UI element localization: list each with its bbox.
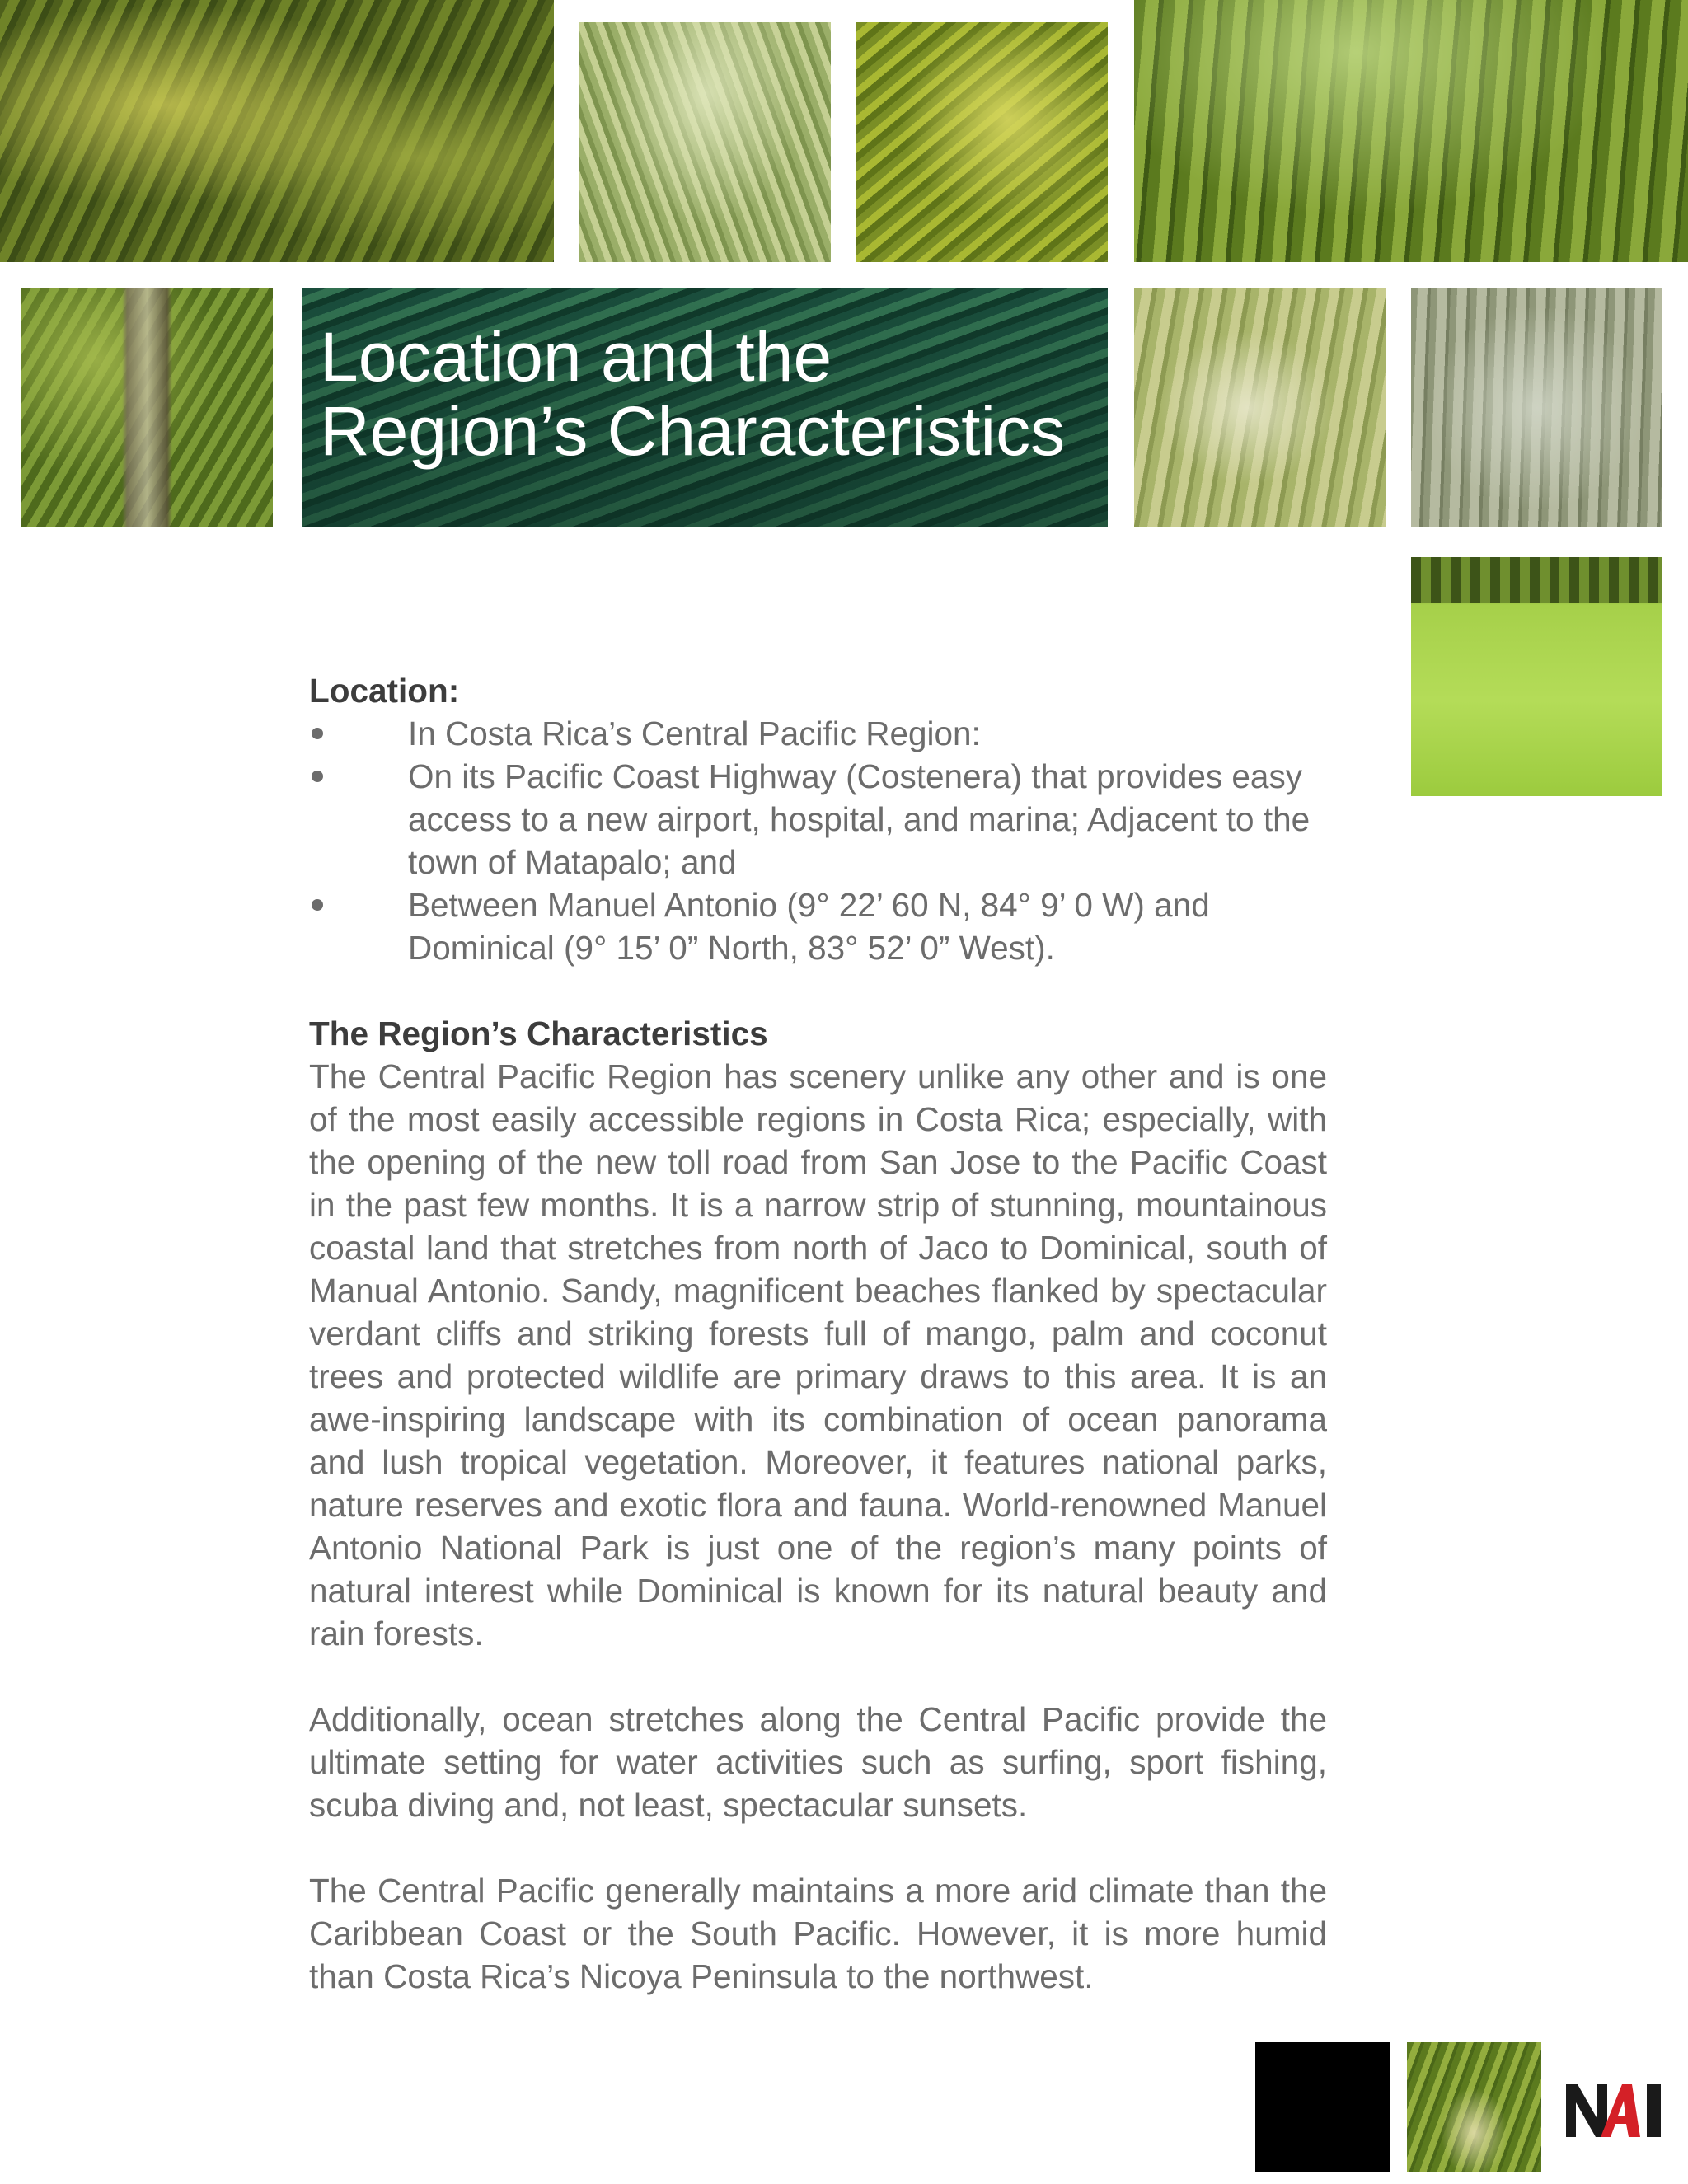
photo-forest-road — [1134, 288, 1386, 527]
paragraph: The Central Pacific Region has scenery unlike any other and is one of the most easily accessible regions in Costa Rica; especially, with the opening of the new toll road from San Jose to the Pacific Coast in the past few months. It is a narrow strip of stunning, mountainous coastal land that stretches from north of Jaco to Dominical, south of Manual Antonio. Sandy, magnificent beaches flanked by spectacular verdant cliffs and striking forests full of mango, palm and coconut trees and protected wildlife are primary draws to this area. It is an awe-inspiring landscape with its combination of ocean panorama and lush tropical vegetation. Moreover, it features national parks, nature reserves and exotic flora and fauna. World-renowned Manuel Antonio National Park is just one of the region’s many points of natural interest while Dominical is known for its natural beauty and rain forests. — [309, 1057, 1327, 1652]
location-list — [309, 712, 1327, 969]
paragraph: The Central Pacific generally maintains a more arid climate than the Caribbean Coast or the South Pacific. However, it is more humid than Costa Rica’s Nicoya Peninsula to the northwest. — [309, 1872, 1327, 1995]
characteristics-heading: The Region’s Characteristics — [309, 1015, 768, 1052]
logo-letter-i — [1647, 2084, 1661, 2137]
list-item: On its Pacific Coast Highway (Costenera) that provides easy access to a new airport, hospital, and marina; Adjacent to the town of Matapalo; and — [309, 755, 1327, 883]
title-line-1: Location and the — [320, 318, 832, 396]
spacer — [309, 1826, 1327, 1869]
title-line-2: Region’s Characteristics — [320, 392, 1066, 470]
spacer — [309, 1655, 1327, 1698]
footer-black-square — [1255, 2042, 1390, 2172]
main-content — [309, 669, 1327, 1998]
paragraph: Additionally, ocean stretches along the Central Pacific provide the ultimate setting for water activities such as surfing, sport fishing, scuba diving and, not least, spectacular sunsets. — [309, 1700, 1327, 1824]
photo-forest-path — [1407, 2042, 1541, 2172]
spacer — [309, 969, 1327, 1012]
logo-letter-n — [1566, 2084, 1607, 2137]
photo-palm-fronds — [0, 0, 554, 262]
photo-palm-leaves-yellow — [856, 22, 1108, 262]
list-item: Between Manuel Antonio (9° 22’ 60 N, 84° 9’ 0 W) and Dominical (9° 15’ 0” North, 83° 52’ 0” West). — [309, 883, 1327, 969]
photo-grass-field — [1411, 557, 1662, 796]
list-item: In Costa Rica’s Central Pacific Region: — [309, 712, 1327, 755]
photo-palm-trunk — [21, 288, 273, 527]
nai-logo — [1566, 2081, 1663, 2137]
photo-forest-canopy — [1134, 0, 1688, 262]
photo-misty-forest — [1411, 288, 1662, 527]
page-title — [320, 320, 1111, 468]
photo-palm-leaves-light — [579, 22, 831, 262]
location-heading: Location: — [309, 672, 460, 710]
